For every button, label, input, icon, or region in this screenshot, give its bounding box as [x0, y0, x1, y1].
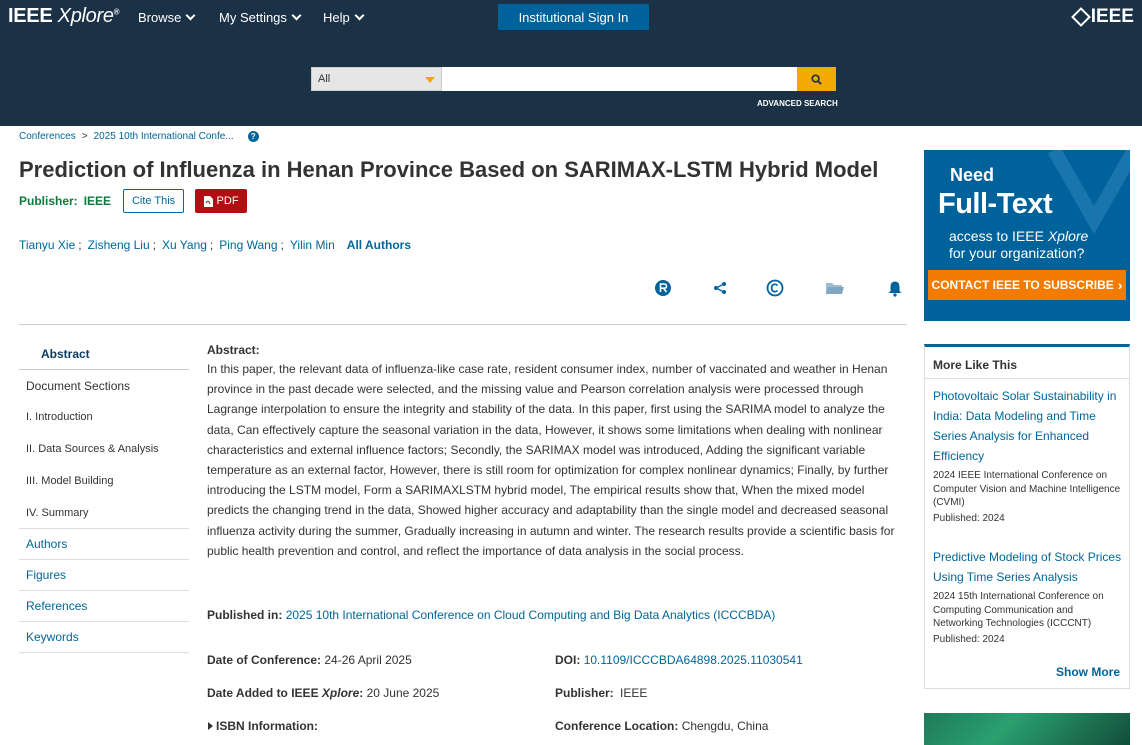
- copyright-icon[interactable]: [764, 277, 786, 299]
- published-in: [207, 608, 775, 622]
- author-list: [19, 238, 411, 252]
- contact-ieee-subscribe-button[interactable]: [928, 270, 1126, 300]
- added-label-c: :: [359, 686, 364, 700]
- search-button[interactable]: [797, 67, 836, 91]
- nav-help[interactable]: [323, 10, 363, 25]
- document-sections-heading: Document Sections: [26, 378, 131, 393]
- doi-link[interactable]: 10.1109/ICCCBDA64898.2025.11030541: [583, 653, 803, 667]
- institutional-sign-in-button[interactable]: Institutional Sign In: [498, 4, 649, 30]
- cite-this-button[interactable]: Cite This: [123, 189, 184, 213]
- folder-icon[interactable]: [824, 277, 846, 299]
- author-link[interactable]: Tianyu Xie: [19, 238, 76, 252]
- chevron-right-icon: ›: [1117, 277, 1123, 293]
- isbn-label: ISBN Information:: [216, 719, 318, 733]
- nav-figures[interactable]: Figures: [19, 560, 189, 591]
- section-data-sources[interactable]: II. Data Sources & Analysis: [26, 443, 159, 455]
- ad-access-b: Xplore: [1047, 228, 1089, 244]
- search-icon: [811, 74, 822, 85]
- article-tools: [650, 277, 910, 299]
- section-summary[interactable]: IV. Summary: [19, 497, 189, 529]
- section-introduction[interactable]: I. Introduction: [26, 411, 93, 423]
- breadcrumb-conferences[interactable]: Conferences: [19, 131, 76, 142]
- document-sections-nav: [19, 339, 189, 653]
- secondary-ad-banner[interactable]: [924, 713, 1130, 745]
- chevron-down-icon: [186, 11, 196, 21]
- related-article-conference: 2024 15th International Conference on Computing Communication and Networking Technologies (ICCCNT): [933, 591, 1104, 629]
- conf-date-label: Date of Conference:: [207, 653, 322, 667]
- author-link[interactable]: Zisheng Liu: [87, 238, 150, 252]
- ieee-brand-text: IEEE: [1090, 6, 1134, 27]
- conf-date-value: 24-26 April 2025: [324, 653, 412, 667]
- abstract-text: In this paper, the relevant data of influenza-like case rate, resident consumer index, number of vaccinated and weather in Henan province in the past decade were selected, and the missing value and Pearson correlation analysis were processed through Lagrange interpolation to ensure the integrity and stability of the data. In this paper, first using the SARIMA model to analyze the data, Can effectively capture the seasonal variation in the data, However, it shows some limitations when dealing with nonlinear characteristics and external influence factors; Secondly, the SARIMAX model was introduced, Adding the significant variable temperature as an external factor, However, there is still room for optimization for complex nonlinear dynamics; Finally, by further introducing the LSTM model, Form a SARIMAXLSTM hybrid model, The empirical results show that, When the mixed model predicts the changing trend in the data, Showed higher accuracy and adaptability than the single model and decreased seasonal influenza activity during the summer, Gradually increasing in autumn and winter. The research results provide a scientific basis for public health prevention and control, and reflect the importance of data analysis in the social process.: [207, 362, 895, 558]
- page-title: Prediction of Influenza in Henan Province Based on SARIMAX-LSTM Hybrid Model: [19, 157, 879, 182]
- location-value: Chengdu, China: [681, 719, 769, 733]
- pdf-button-label: PDF: [216, 195, 239, 207]
- breadcrumb: [19, 131, 259, 142]
- meta-publisher-value: IEEE: [620, 686, 648, 700]
- meta-publisher: [555, 686, 647, 700]
- related-article-published: Published: 2024: [933, 634, 1005, 645]
- nav-my-settings-label: My Settings: [219, 10, 287, 25]
- pdf-button[interactable]: [195, 189, 247, 213]
- publisher-row: [19, 189, 247, 213]
- author-separator: ;: [209, 238, 214, 252]
- search-scope-select[interactable]: [311, 67, 442, 91]
- related-article-link[interactable]: Predictive Modeling of Stock Prices Using Time Series Analysis: [933, 550, 1122, 584]
- section-model-building[interactable]: III. Model Building: [26, 475, 114, 487]
- ad-access-c: for your organization?: [949, 245, 1085, 261]
- ad-full-text: Full-Text: [938, 188, 1053, 220]
- meta-publisher-label: Publisher:: [555, 686, 614, 700]
- nav-browse-label: Browse: [138, 10, 182, 25]
- date-added-value: 20 June 2025: [366, 686, 440, 700]
- author-separator: ;: [152, 238, 156, 252]
- search-input[interactable]: [442, 67, 797, 91]
- published-in-label: Published in:: [207, 608, 283, 622]
- rights-link-icon[interactable]: [652, 277, 674, 299]
- pdf-file-icon: [204, 196, 213, 207]
- more-like-this-panel: [924, 344, 1130, 689]
- nav-abstract[interactable]: Abstract: [19, 339, 189, 370]
- ad-access-text: [949, 228, 1088, 262]
- share-icon[interactable]: [709, 277, 731, 299]
- nav-browse[interactable]: [138, 10, 194, 25]
- caret-down-icon: [425, 77, 435, 83]
- contact-label: CONTACT IEEE TO SUBSCRIBE: [931, 278, 1114, 292]
- chevron-down-icon: [354, 11, 364, 21]
- logo-xplore-text: Xplore: [57, 5, 114, 27]
- ad-access-a: access to IEEE: [949, 228, 1048, 244]
- more-like-this-heading: More Like This: [933, 358, 1018, 372]
- published-in-link[interactable]: 2025 10th International Conference on Cloud Computing and Big Data Analytics (ICCCBDA): [285, 608, 776, 622]
- bell-icon[interactable]: [884, 277, 906, 299]
- ieee-xplore-logo[interactable]: [8, 5, 119, 28]
- all-authors-link[interactable]: All Authors: [346, 238, 411, 252]
- isbn-information-toggle[interactable]: [208, 719, 318, 733]
- divider: [925, 378, 1129, 379]
- search-bar: [311, 67, 836, 91]
- related-article-link[interactable]: Photovoltaic Solar Sustainability in India: Data Modeling and Time Series Analysis for Enhanced Efficiency: [933, 389, 1117, 463]
- date-of-conference: [207, 653, 412, 667]
- related-article-conference: 2024 IEEE International Conference on Computer Vision and Machine Intelligence (CVMI): [933, 470, 1121, 508]
- added-label-a: Date Added to IEEE: [207, 686, 322, 700]
- help-icon[interactable]: ?: [248, 131, 259, 142]
- divider: [19, 324, 907, 325]
- author-separator: ;: [78, 238, 82, 252]
- conference-location: [555, 719, 768, 733]
- nav-references[interactable]: References: [19, 591, 189, 622]
- nav-help-label: Help: [323, 10, 350, 25]
- nav-authors[interactable]: Authors: [19, 529, 189, 560]
- author-link[interactable]: Xu Yang: [161, 238, 207, 252]
- full-text-ad[interactable]: [924, 150, 1130, 321]
- caret-right-icon: [208, 722, 213, 730]
- author-separator: ;: [280, 238, 284, 252]
- chevron-down-icon: [291, 11, 301, 21]
- logo-reg-mark: ®: [113, 7, 120, 17]
- ad-need-text: Need: [950, 165, 995, 185]
- doi: [555, 653, 803, 667]
- advanced-search-link[interactable]: ADVANCED SEARCH: [757, 99, 838, 108]
- nav-my-settings[interactable]: [219, 10, 300, 25]
- logo-ieee-text: IEEE: [8, 5, 53, 27]
- publisher-name: IEEE: [83, 194, 112, 208]
- ieee-brand-logo[interactable]: [1074, 6, 1134, 28]
- date-added: [207, 686, 439, 700]
- location-label: Conference Location:: [555, 719, 679, 733]
- nav-keywords[interactable]: Keywords: [19, 622, 189, 653]
- site-header: [0, 0, 1142, 126]
- author-link[interactable]: Ping Wang: [219, 238, 278, 252]
- doi-label: DOI:: [555, 653, 581, 667]
- breadcrumb-conference[interactable]: 2025 10th International Confe...: [93, 131, 234, 142]
- show-more-link[interactable]: Show More: [1055, 665, 1120, 679]
- ieee-diamond-icon: [1071, 7, 1091, 27]
- author-link[interactable]: Yilin Min: [289, 238, 335, 252]
- added-label-b: Xplore: [321, 686, 360, 700]
- publisher-label: Publisher:: [19, 194, 78, 208]
- related-article-published: Published: 2024: [933, 513, 1005, 524]
- breadcrumb-separator: >: [81, 131, 88, 142]
- search-scope-value: All: [318, 73, 331, 85]
- abstract-heading: Abstract:: [207, 343, 260, 357]
